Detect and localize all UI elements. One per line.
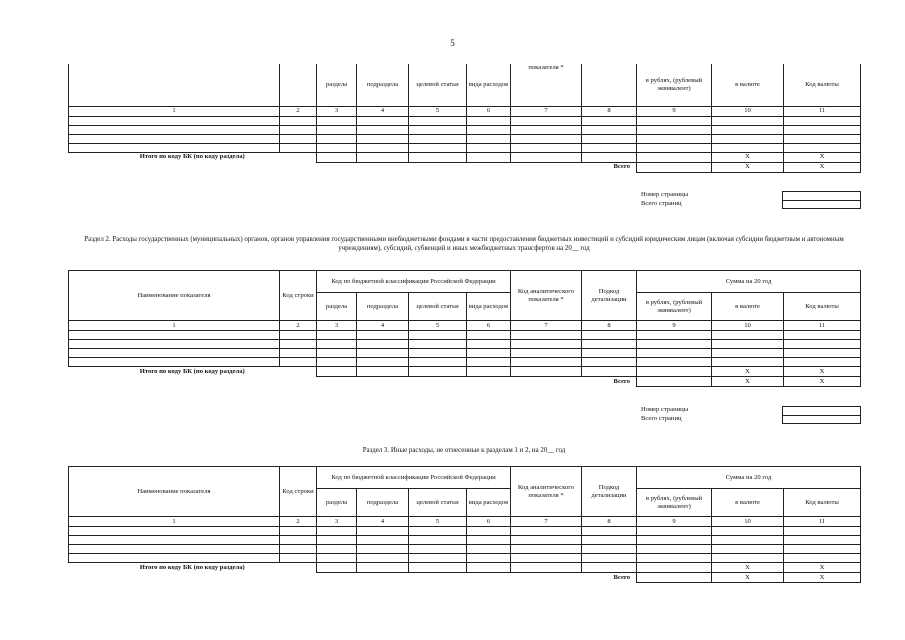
col-sum-group-header: Сумма на 20 год xyxy=(637,467,861,489)
subtotal-row: Итого по коду БК (по коду раздела) X X xyxy=(69,367,861,377)
section1-table-continuation xyxy=(68,64,861,173)
section2-table: Наименование показателя Код строки Код по бюджетной классификации Российской Федерации Код аналитического показателя * Подкод детализации Сумма на 20 год раздела подраздела целевой статьи вида расходов в рублях, (рублевый эквивалент) в валюте Код валюты 1 2 3 4 5 6 7 8 9 10 11 Итого по коду БК (по коду раздела) X X Всего X X xyxy=(68,270,861,387)
table-row xyxy=(69,116,861,125)
table-row xyxy=(69,554,861,563)
page-number: 5 xyxy=(450,38,455,48)
total-pages-field xyxy=(782,200,861,209)
total-label: Всего xyxy=(613,573,631,581)
table-row xyxy=(69,340,861,349)
table-row xyxy=(69,134,861,143)
col-row-code-header: Код строки xyxy=(280,467,317,517)
col-sum-group-header: Сумма на 20 год xyxy=(637,271,861,293)
col-name-header: Наименование показателя xyxy=(69,467,280,517)
col-rubles-header: в рублях, (рублевый эквивалент) xyxy=(637,64,712,106)
section3-table: Наименование показателя Код строки Код по бюджетной классификации Российской Федерации Код аналитического показателя * Подкод детализации Сумма на 20 год раздела подраздела целевой статьи вида расходов в рублях, (рублевый эквивалент) в валюте Код валюты 1 2 3 4 5 6 7 8 9 10 11 Итого по коду БК (по коду раздела) X X Всего X X xyxy=(68,466,861,583)
table-row xyxy=(69,143,861,152)
col-currency-header: в валюте xyxy=(712,64,784,106)
total-pages-label: Всего страниц xyxy=(641,415,682,422)
col-row-code-header: Код строки xyxy=(280,271,317,321)
col-analytic-code-header: Код аналитического показателя * xyxy=(511,467,582,517)
table-row xyxy=(69,527,861,536)
table-row xyxy=(69,331,861,340)
column-number-row: 1 2 3 4 5 6 7 8 9 10 11 xyxy=(69,517,861,527)
column-number-row: 1 2 3 4 5 6 7 8 9 10 11 xyxy=(69,106,861,116)
total-label: Всего xyxy=(613,377,631,385)
col-analytic-code-header: показателя * xyxy=(511,64,582,106)
page-info-block-2 xyxy=(641,406,861,424)
col-analytic-code-header: Код аналитического показателя * xyxy=(511,271,582,321)
col-name-header: Наименование показателя xyxy=(69,271,280,321)
total-label: Всего xyxy=(613,163,630,171)
total-row: Всего X X xyxy=(69,377,861,387)
total-row: Всего X X xyxy=(69,573,861,583)
col-target-item-header: целевой статьи xyxy=(409,64,467,106)
subtotal-label: Итого по коду БК (по коду раздела) xyxy=(139,367,245,375)
total-pages-label: Всего страниц xyxy=(641,200,682,207)
table-row xyxy=(69,349,861,358)
table-row xyxy=(69,545,861,554)
section3-title: Раздел 3. Иные расходы, не отнесенные к разделам 1 и 2, на 20__ год xyxy=(362,447,566,454)
subtotal-row: Итого по коду БК (по коду раздела) X X xyxy=(69,563,861,573)
column-number-row: 1 2 3 4 5 6 7 8 9 10 11 xyxy=(69,321,861,331)
subtotal-label: Итого по коду БК (по коду раздела) xyxy=(139,153,245,161)
col-bk-group-header: Код по бюджетной классификации Российской Федерации xyxy=(317,467,511,489)
section2-title: Раздел 2. Расходы государственных (муниципальных) органов, органов управления государственными внебюджетными фондами в части предоставления бюджетных инвестиций и субсидий юридическим лицам (включая субсидии бюджетным и автономным учреждениям), субсидий, субвенций и иных межбюджетных трансфертов на 20__ год xyxy=(84,236,844,252)
page-number-label: Номер страницы xyxy=(641,406,689,413)
total-pages-field xyxy=(782,415,861,424)
table-row xyxy=(69,536,861,545)
subtotal-row: Итого по коду БК (по коду раздела) X X xyxy=(69,152,861,162)
subtotal-label: Итого по коду БК (по коду раздела) xyxy=(139,563,245,571)
page-number-label: Номер страницы xyxy=(641,191,689,198)
col-expense-type-header: вида расходов xyxy=(467,64,511,106)
table-row xyxy=(69,358,861,367)
col-detail-subcode-header: Подкод детализации xyxy=(582,467,637,517)
col-detail-subcode-header: Подкод детализации xyxy=(582,271,637,321)
table-row xyxy=(69,125,861,134)
col-bk-group-header: Код по бюджетной классификации Российской Федерации xyxy=(317,271,511,293)
col-section-header: раздела xyxy=(317,64,357,106)
col-subsection-header: подраздела xyxy=(357,64,409,106)
total-row: Всего X X xyxy=(69,162,861,172)
page-info-block-1 xyxy=(641,191,861,209)
col-currency-code-header: Код валюты xyxy=(784,64,861,106)
